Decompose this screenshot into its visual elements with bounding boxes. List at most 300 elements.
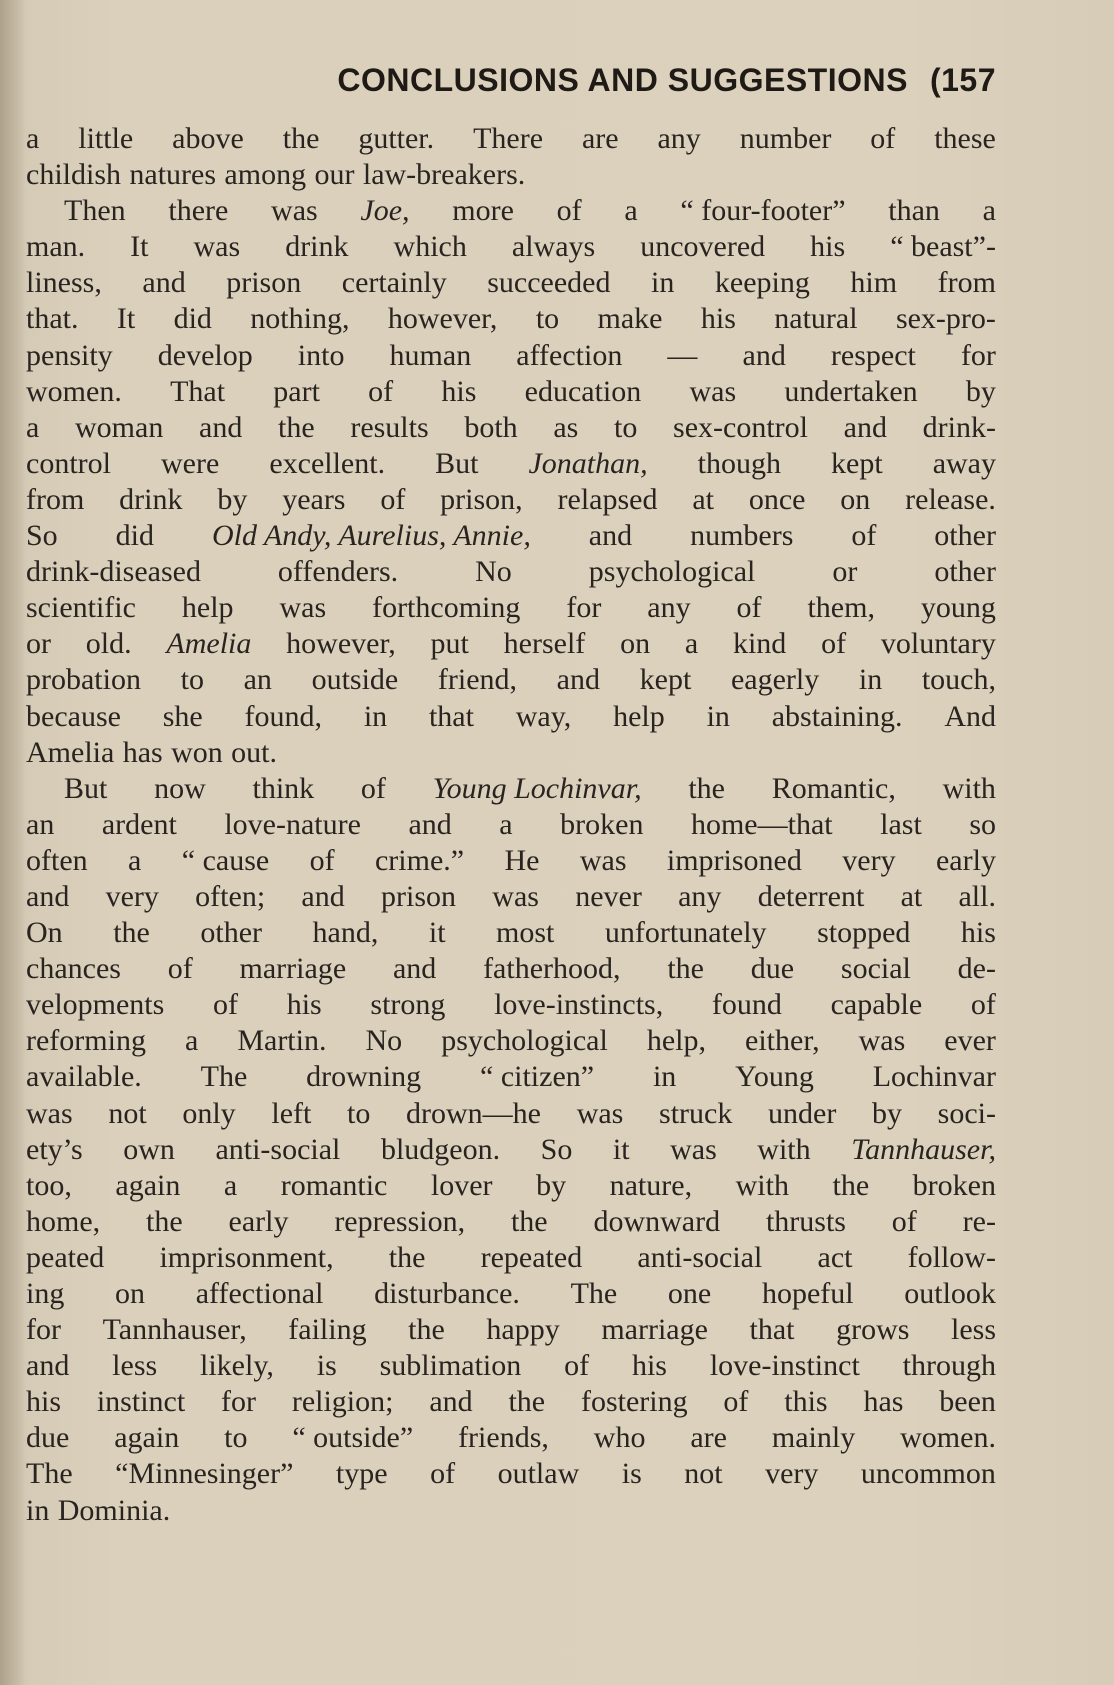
- text-line: [26, 1096, 996, 1132]
- word: strong: [370, 988, 446, 1022]
- word: however,: [286, 627, 396, 661]
- word: reforming: [26, 1024, 146, 1058]
- word: for: [566, 591, 602, 625]
- word: prison: [381, 879, 457, 913]
- text-line: [26, 121, 996, 157]
- word: sublimation: [379, 1349, 522, 1383]
- word: was: [193, 230, 241, 264]
- word: either,: [745, 1024, 820, 1058]
- word: is: [621, 1457, 642, 1491]
- text-line: [26, 1204, 996, 1240]
- word: kept: [831, 446, 883, 480]
- word: from: [26, 482, 85, 516]
- word: any: [657, 122, 701, 155]
- word: of: [723, 1385, 749, 1419]
- word: a: [26, 122, 40, 155]
- word: won: [171, 735, 223, 769]
- word: But: [64, 771, 108, 805]
- word: of: [821, 627, 847, 661]
- word: it: [428, 916, 446, 950]
- word: did: [173, 302, 212, 336]
- word: hopeful: [761, 1277, 854, 1310]
- word: broken: [560, 807, 644, 841]
- word: in: [706, 699, 730, 733]
- word: due: [26, 1421, 70, 1455]
- word: less: [112, 1349, 158, 1383]
- word: offenders.: [277, 555, 399, 589]
- word: velopments: [26, 988, 165, 1022]
- word: a: [684, 627, 699, 661]
- word: and: [199, 410, 243, 444]
- word: the: [388, 1240, 426, 1274]
- word: found: [711, 988, 782, 1022]
- text-line: [26, 699, 996, 735]
- word: liness,: [26, 266, 102, 300]
- word: friend,: [437, 663, 518, 697]
- word: was: [689, 374, 737, 408]
- word: That: [170, 374, 226, 408]
- word: pensity: [26, 338, 113, 372]
- text-line: [26, 626, 996, 662]
- word: natures: [129, 158, 217, 192]
- word: to: [224, 1421, 248, 1455]
- word: own: [123, 1132, 175, 1166]
- text-line: [26, 1240, 996, 1276]
- word: in: [651, 266, 675, 300]
- word: has: [122, 735, 163, 769]
- word: drink: [285, 230, 349, 264]
- word: anti-social: [637, 1240, 763, 1274]
- running-header: [26, 62, 996, 99]
- word: love-instincts,: [494, 988, 664, 1022]
- word: less: [951, 1313, 996, 1347]
- text-line: [26, 662, 996, 698]
- word: often: [26, 843, 88, 877]
- word: is: [316, 1349, 337, 1383]
- word: woman: [75, 410, 164, 444]
- word: ing: [26, 1277, 65, 1310]
- word: from: [937, 266, 996, 300]
- word: There: [473, 122, 544, 155]
- word: however,: [387, 302, 498, 336]
- word: develop: [157, 338, 253, 372]
- word: his: [441, 374, 477, 408]
- word: Young Lochinvar,: [432, 771, 642, 805]
- word: nature,: [609, 1168, 693, 1202]
- word: of: [970, 988, 996, 1022]
- word: “ beast”-: [890, 230, 996, 264]
- word: Amelia: [26, 735, 115, 769]
- word: these: [934, 122, 996, 155]
- word: the: [832, 1168, 870, 1202]
- word: for: [221, 1385, 256, 1419]
- word: childish: [26, 158, 121, 192]
- word: were: [161, 446, 220, 480]
- word: last: [880, 807, 922, 841]
- word: grows: [836, 1313, 910, 1347]
- word: too,: [26, 1168, 72, 1202]
- word: ety’s: [26, 1132, 83, 1166]
- page-number: (157: [929, 62, 996, 98]
- word: Young: [735, 1060, 814, 1094]
- word: abstaining.: [771, 699, 903, 733]
- word: sex-control: [673, 410, 808, 444]
- word: often;: [195, 879, 266, 913]
- word: of: [430, 1457, 456, 1491]
- word: his: [810, 230, 846, 264]
- word: was: [576, 1096, 624, 1130]
- word: Joe,: [360, 194, 410, 228]
- word: Tannhauser,: [102, 1313, 247, 1347]
- word: was: [279, 591, 327, 625]
- word: and: [429, 1385, 473, 1419]
- word: Jonathan,: [528, 446, 648, 480]
- word: the: [408, 1313, 445, 1347]
- word: than: [888, 194, 940, 228]
- word: broken: [912, 1168, 996, 1202]
- word: was: [579, 843, 627, 877]
- word: help: [181, 591, 234, 625]
- word: little: [78, 122, 134, 155]
- word: drowning: [306, 1060, 422, 1094]
- word: of: [870, 122, 896, 155]
- word: imprisoned: [666, 843, 802, 877]
- word: Tannhauser,: [851, 1132, 996, 1166]
- word: and: [408, 807, 452, 841]
- word: that: [428, 699, 474, 733]
- word: so: [969, 807, 996, 841]
- word: ardent: [101, 807, 177, 841]
- word: though: [697, 446, 781, 480]
- word: capable: [830, 988, 923, 1022]
- word: scientific: [26, 591, 136, 625]
- word: of: [368, 374, 394, 408]
- word: a: [223, 1168, 238, 1202]
- word: crime.”: [374, 843, 465, 877]
- word: No: [475, 555, 512, 589]
- word: among: [224, 158, 307, 192]
- text-line: [26, 518, 996, 554]
- word: Old Andy, Aurelius, Annie,: [211, 519, 531, 553]
- word: in: [26, 1493, 50, 1527]
- word: And: [944, 699, 996, 733]
- text-line: [26, 301, 996, 337]
- word: through: [902, 1349, 996, 1383]
- word: keeping: [714, 266, 810, 300]
- word: release.: [905, 482, 996, 516]
- word: by: [872, 1096, 902, 1130]
- word: But: [435, 446, 479, 480]
- word: “ citizen”: [480, 1060, 595, 1094]
- word: No: [365, 1024, 403, 1058]
- word: Lochinvar: [872, 1060, 996, 1094]
- word: love-instinct: [709, 1349, 860, 1383]
- text-line: [26, 1348, 996, 1384]
- word: or: [26, 627, 51, 661]
- word: downward: [593, 1204, 721, 1238]
- word: it: [612, 1132, 630, 1166]
- word: with: [735, 1168, 789, 1202]
- word: not: [684, 1457, 723, 1491]
- text-line: [26, 193, 996, 229]
- word: very: [765, 1457, 819, 1491]
- word: to: [614, 410, 638, 444]
- word: social: [840, 952, 911, 986]
- word: bludgeon.: [380, 1132, 501, 1166]
- text-line: [26, 1168, 996, 1204]
- word: that.: [26, 302, 79, 336]
- word: number: [739, 122, 832, 155]
- word: in: [858, 663, 883, 697]
- word: both: [464, 410, 518, 444]
- word: with: [757, 1132, 811, 1166]
- word: outside: [311, 663, 399, 697]
- word: by: [217, 482, 248, 516]
- text-line: [26, 1420, 996, 1456]
- text-line: [26, 590, 996, 626]
- binding-gutter-shadow: [0, 0, 26, 1685]
- word: one: [667, 1277, 712, 1310]
- word: imprisonment,: [159, 1240, 334, 1274]
- word: “ four-footer”: [680, 194, 846, 228]
- word: and: [301, 879, 345, 913]
- word: under: [768, 1096, 837, 1130]
- word: marriage: [239, 952, 347, 986]
- word: drink: [119, 482, 183, 516]
- word: an: [243, 663, 272, 697]
- word: due: [750, 952, 795, 986]
- word: with: [942, 771, 996, 805]
- word: sex-pro-: [895, 302, 996, 336]
- text-line: [26, 1023, 996, 1059]
- word: help: [613, 699, 665, 733]
- word: drink-: [922, 410, 996, 444]
- word: above: [172, 122, 244, 155]
- word: make: [597, 302, 663, 336]
- word: away: [932, 446, 996, 480]
- word: gutter.: [358, 122, 435, 155]
- word: Dominia.: [57, 1493, 171, 1527]
- word: the: [508, 1385, 546, 1419]
- word: and: [392, 952, 437, 986]
- word: deterrent: [757, 879, 865, 913]
- word: there: [168, 194, 229, 228]
- word: at: [900, 879, 923, 913]
- word: to: [347, 1096, 371, 1130]
- word: his: [26, 1385, 62, 1419]
- word: prison: [226, 266, 302, 300]
- word: psychological: [588, 555, 756, 589]
- word: now: [154, 771, 206, 805]
- word: old.: [85, 627, 132, 661]
- word: found,: [244, 699, 323, 733]
- word: him: [850, 266, 898, 300]
- word: of: [736, 591, 762, 625]
- word: of: [891, 1204, 917, 1238]
- word: drink-diseased: [26, 555, 201, 589]
- word: young: [920, 591, 996, 625]
- word: The: [200, 1060, 248, 1094]
- word: a: [624, 194, 638, 228]
- word: chances: [26, 952, 121, 986]
- text-line: [26, 265, 996, 301]
- word: she: [162, 699, 203, 733]
- word: voluntary: [880, 627, 996, 661]
- word: love-nature: [224, 807, 361, 841]
- word: all.: [958, 879, 996, 913]
- word: of: [360, 771, 386, 805]
- word: was: [858, 1024, 906, 1058]
- word: was: [492, 879, 539, 913]
- word: the: [282, 122, 320, 155]
- word: Romantic,: [771, 771, 896, 805]
- text-line: [26, 1456, 996, 1492]
- text-line: [26, 338, 996, 374]
- word: disturbance.: [374, 1277, 520, 1310]
- word: any: [678, 879, 722, 913]
- word: of: [851, 519, 877, 553]
- word: not: [108, 1096, 147, 1130]
- word: again: [114, 1421, 180, 1455]
- word: uncovered: [640, 230, 766, 264]
- word: for: [26, 1313, 61, 1347]
- word: results: [350, 410, 429, 444]
- word: nothing,: [250, 302, 350, 336]
- word: women.: [26, 374, 122, 408]
- word: affectional: [195, 1277, 324, 1310]
- word: uncommon: [860, 1457, 996, 1491]
- word: been: [939, 1385, 996, 1419]
- word: and: [26, 1349, 70, 1383]
- word: follow-: [907, 1240, 996, 1274]
- word: think: [252, 771, 315, 805]
- word: ever: [944, 1024, 996, 1058]
- word: by: [536, 1168, 567, 1202]
- word: Then: [64, 194, 126, 228]
- word: a: [26, 410, 40, 444]
- word: Amelia: [166, 627, 252, 661]
- word: kind: [732, 627, 787, 661]
- word: a: [184, 1024, 199, 1058]
- word: kept: [639, 663, 692, 697]
- word: of: [564, 1349, 590, 1383]
- word: mainly: [771, 1421, 856, 1455]
- word: outlook: [904, 1277, 996, 1310]
- word: lover: [430, 1168, 493, 1202]
- word: The: [570, 1277, 618, 1310]
- word: likely,: [200, 1349, 274, 1383]
- word: So: [26, 519, 58, 553]
- word: are: [690, 1421, 727, 1455]
- word: of: [213, 988, 238, 1022]
- word: help,: [646, 1024, 706, 1058]
- word: part: [273, 374, 320, 408]
- word: was: [26, 1096, 73, 1130]
- word: human: [389, 338, 472, 372]
- text-line: [26, 554, 996, 590]
- word: and: [588, 519, 633, 553]
- word: his: [286, 988, 322, 1022]
- word: other: [934, 555, 996, 589]
- text-line: [26, 446, 996, 482]
- word: the: [146, 1204, 183, 1238]
- word: failing: [288, 1313, 367, 1347]
- word: again: [115, 1168, 181, 1202]
- word: a: [982, 194, 996, 228]
- text-line: [26, 374, 996, 410]
- word: the: [688, 771, 725, 805]
- word: outlaw: [497, 1457, 580, 1491]
- text-line: [26, 915, 996, 951]
- word: “ cause: [181, 843, 270, 877]
- word: drown—he: [406, 1096, 542, 1130]
- word: of: [380, 482, 406, 516]
- word: of: [556, 194, 582, 228]
- word: which: [393, 230, 467, 264]
- word: more: [452, 194, 514, 228]
- word: our: [314, 158, 355, 192]
- word: religion;: [291, 1385, 394, 1419]
- word: fostering: [580, 1385, 688, 1419]
- word: to: [535, 302, 560, 336]
- word: affection: [516, 338, 623, 372]
- word: repression,: [334, 1204, 466, 1238]
- word: only: [182, 1096, 236, 1130]
- word: It: [130, 230, 149, 264]
- text-line: [26, 987, 996, 1023]
- word: his: [631, 1349, 667, 1383]
- word: a: [499, 807, 513, 841]
- word: friends,: [458, 1421, 549, 1455]
- word: repeated: [480, 1240, 583, 1274]
- word: early: [935, 843, 996, 877]
- word: struck: [659, 1096, 733, 1130]
- word: the: [113, 916, 150, 950]
- word: the: [667, 952, 704, 986]
- word: this: [784, 1385, 828, 1419]
- text-line: [26, 482, 996, 518]
- word: unfortunately: [604, 916, 767, 950]
- word: “Minnesinger”: [115, 1457, 294, 1491]
- word: thrusts: [765, 1204, 846, 1238]
- text-line: [26, 1493, 996, 1529]
- text-line: [26, 157, 996, 193]
- word: an: [26, 807, 55, 841]
- word: early: [228, 1204, 289, 1238]
- word: soci-: [937, 1096, 996, 1130]
- word: re-: [962, 1204, 996, 1238]
- word: “ outside”: [292, 1421, 414, 1455]
- word: law-breakers.: [362, 158, 526, 192]
- word: was: [271, 194, 318, 228]
- word: romantic: [280, 1168, 388, 1202]
- text-line: [26, 1276, 996, 1312]
- word: The: [26, 1457, 73, 1491]
- word: them,: [807, 591, 875, 625]
- word: left: [271, 1096, 312, 1130]
- text-line: [26, 229, 996, 265]
- word: certainly: [341, 266, 447, 300]
- word: his: [960, 916, 996, 950]
- word: or: [832, 555, 858, 589]
- word: succeeded: [487, 266, 611, 300]
- word: de-: [957, 952, 996, 986]
- word: probation: [26, 663, 141, 697]
- word: put: [430, 627, 469, 661]
- text-line: [26, 807, 996, 843]
- word: to: [180, 663, 204, 697]
- word: years: [282, 482, 346, 516]
